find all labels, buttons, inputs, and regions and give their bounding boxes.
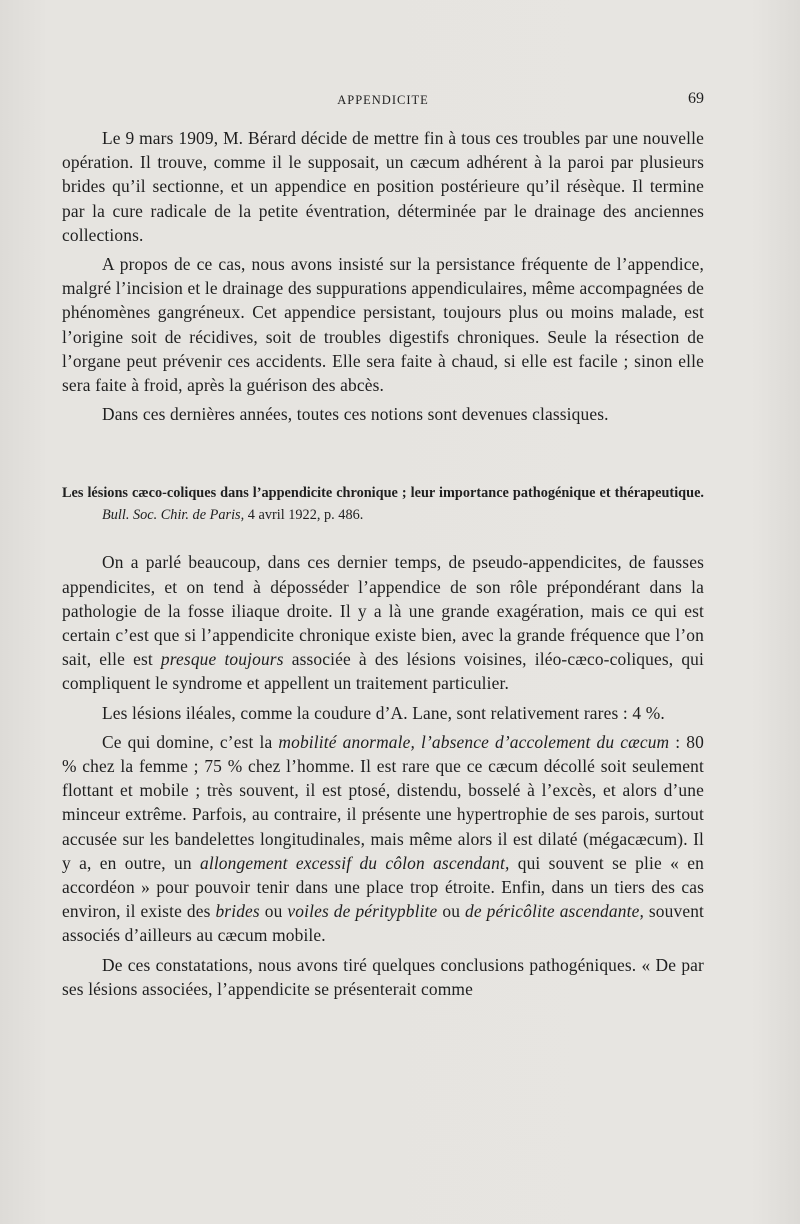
reference-journal: Bull. Soc. Chir. de Paris,	[102, 507, 245, 524]
page-header	[62, 90, 704, 112]
emphasis: presque toujours	[160, 649, 284, 670]
paragraph: Ce qui domine, c’est la mobilité anormale, l’absence d’accolement du cæcum : 80 % chez la femme ; 75 % chez l’homme. Il est rare que ce cæcum décollé soit seulement flottant et mobile ; très souvent, il est ptosé, distendu, bosselé à l’excès, et alors d’une minceur extrême. Parfois, au contraire, il présente une hypertrophie de ses parois, surtout accusée sur les bandelettes longitudinales, mais même alors il est dilaté (mégacæcum). Il y a, en outre, un allongement excessif du côlon ascendant, qui souvent se plie « en accordéon » pour pouvoir tenir dans une place trop étroite. Enfin, dans un tiers des cas environ, il existe des brides ou voiles de péritypblite ou de péricôlite ascendante, souvent associés d’ailleurs au cæcum mobile.	[62, 731, 705, 946]
reference-title: Les lésions cæco-coliques dans l’appendicite chronique ; leur importance pathogénique et thérapeutique.	[62, 485, 704, 502]
emphasis: mobilité anormale, l’absence d’accolement du cæcum	[278, 731, 670, 752]
emphasis: voiles de péritypblite	[287, 901, 438, 922]
paragraph: Le 9 mars 1909, M. Bérard décide de mettre fin à tous ces troubles par une nouvelle opération. Il trouve, comme il le supposait, un cæcum adhérent à la paroi par plusieurs brides qu’il sectionne, et un appendice en position postérieure qu’il résèque. Il termine par la cure radicale de la petite éventration, déterminée par le drainage des anciennes collections.	[62, 128, 704, 245]
paragraph: A propos de ce cas, nous avons insisté sur la persistance fréquente de l’appendice, malgré l’incision et le drainage des suppurations appendiculaires, même accompagnées de phénomènes gangréneux. Cet appendice persistant, toujours plus ou moins malade, est l’origine soit de récidives, soit de troubles digestifs chroniques. Seule la résection de l’organe peut prévenir ces accidents. Elle sera faite à chaud, si elle est facile ; sinon elle sera faite à froid, après la guérison des abcès.	[62, 254, 704, 396]
paragraph: On a parlé beaucoup, dans ces dernier temps, de pseudo-appendicites, de fausses appendicites, et on tend à déposséder l’appendice de son rôle prépondérant dans la pathologie de la fosse iliaque droite. Il y a là une grande exagération, mais ce qui est certain c’est que si l’appendicite chronique existe bien, avec la grande fréquence que l’on sait, elle est presque toujours associée à des lésions voisines, iléo-cæco-coliques, qui compliquent le syndrome et appellent un traitement particulier.	[62, 552, 705, 694]
reference-date: 4 avril 1922, p. 486.	[247, 507, 364, 524]
emphasis: de péricôlite ascendante,	[465, 901, 644, 922]
running-title: APPENDICITE	[337, 93, 429, 107]
emphasis: brides	[215, 901, 260, 922]
page-body	[62, 126, 704, 1001]
page-number: 69	[688, 90, 704, 107]
emphasis: allongement excessif du côlon ascendant,	[200, 852, 510, 873]
paragraph: De ces constatations, nous avons tiré quelques conclusions pathogéniques. « De par ses lésions associées, l’appendicite se présenterait comme	[62, 954, 704, 999]
bibliographic-reference	[62, 482, 704, 526]
paragraph: Dans ces dernières années, toutes ces notions sont devenues classiques.	[102, 404, 609, 425]
paragraph: Les lésions iléales, comme la coudure d’A. Lane, sont relativement rares : 4 %.	[102, 702, 665, 723]
